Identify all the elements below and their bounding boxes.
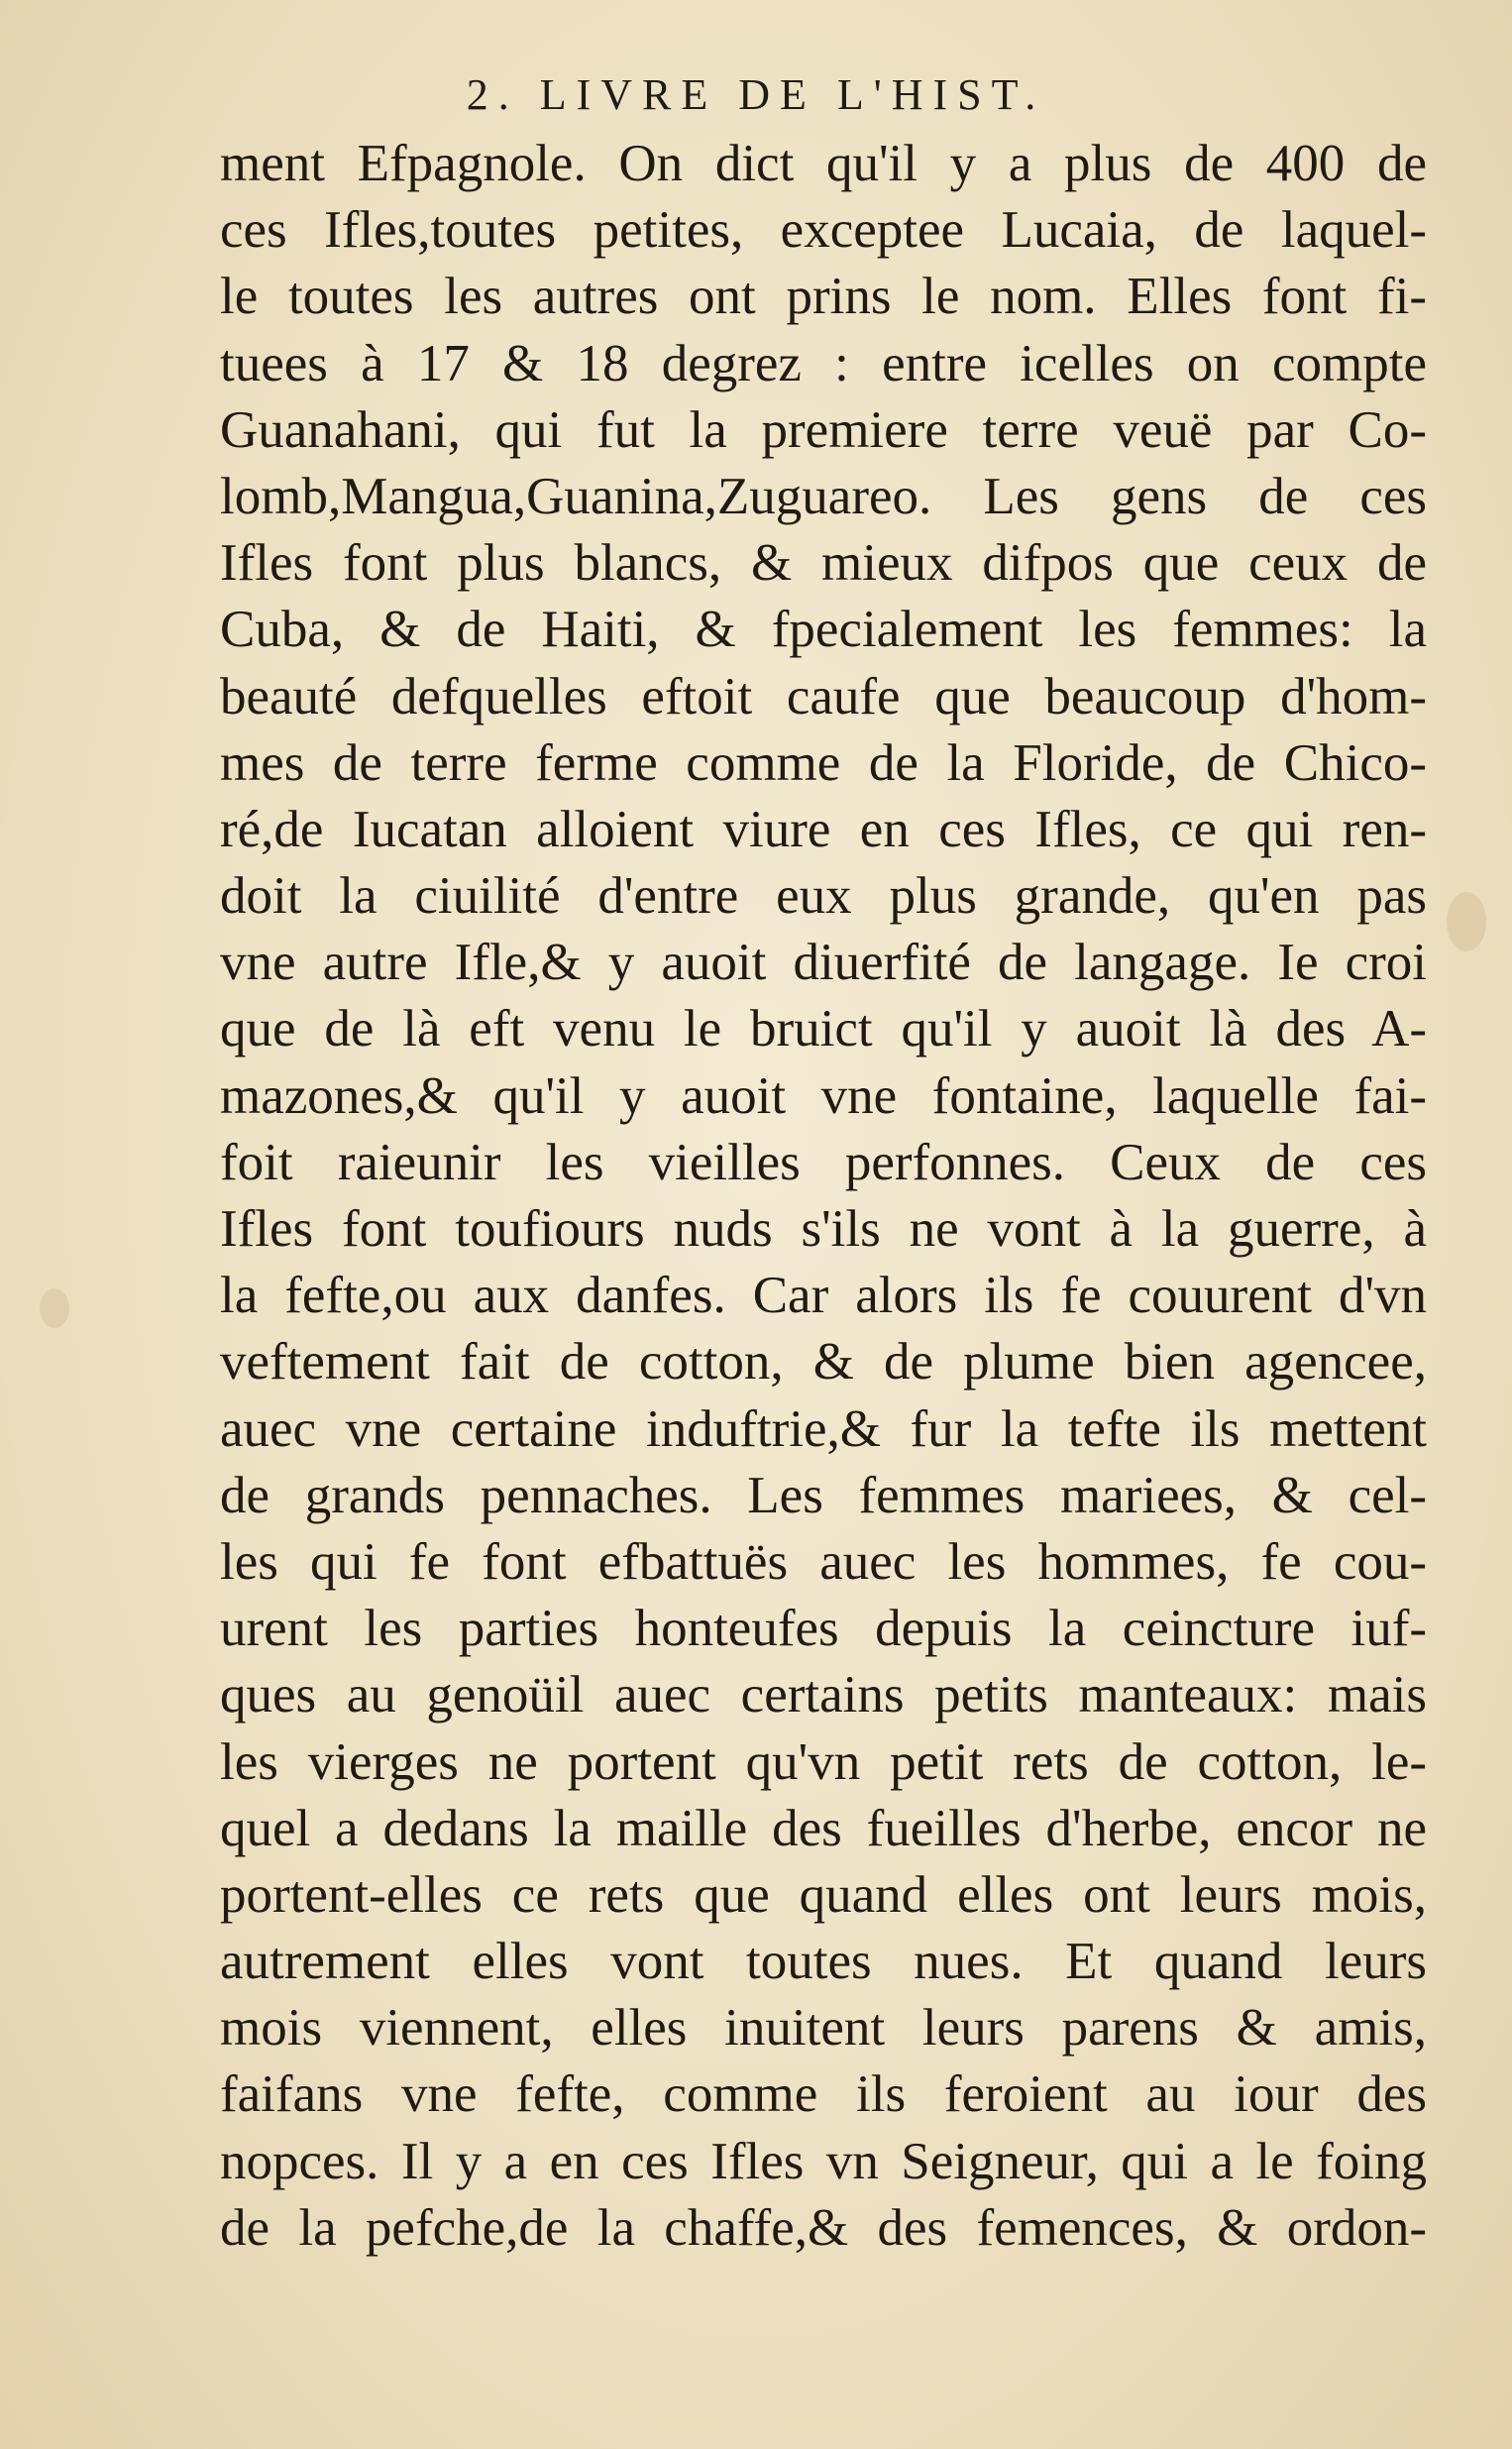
text-line: ment Efpagnole. On dict qu'il y a plus de 400 de: [220, 135, 1427, 192]
text-line: mes de terre ferme comme de la Floride, de Chico-: [220, 733, 1427, 792]
text-line: le toutes les autres ont prins le nom. Elles font fi-: [220, 268, 1427, 326]
text-line: mois viennent, elles inuitent leurs parens & amis,: [220, 1999, 1427, 2058]
text-line: Guanahani, qui fut la premiere terre veuë par Co-: [220, 400, 1427, 459]
running-head: 2. LIVRE DE L'HIST.: [466, 70, 1046, 119]
text-line: Ifles font toufiours nuds s'ils ne vont à la guerre, à: [220, 1200, 1427, 1258]
text-line: Ifles font plus blancs, & mieux difpos que ceux de: [220, 534, 1427, 593]
text-line: doit la ciuilité d'entre eux plus grande, qu'en pas: [220, 867, 1427, 926]
text-line: quel a dedans la maille des fueilles d'herbe, encor ne: [220, 1799, 1427, 1857]
body-text: [220, 131, 1427, 2262]
text-line: ré,de Iucatan alloient viure en ces Ifles, ce qui ren-: [220, 800, 1427, 858]
text-line: beauté defquelles eftoit caufe que beaucoup d'hom-: [220, 667, 1427, 725]
text-line: portent-elles ce rets que quand elles ont leurs mois,: [220, 1865, 1427, 1924]
text-line: Cuba, & de Haiti, & fpecialement les femmes: la: [220, 601, 1427, 659]
text-line: vne autre Ifle,& y auoit diuerfité de langage. Ie croi: [220, 934, 1427, 992]
text-line: ces Ifles,toutes petites, exceptee Lucaia, de laquel-: [220, 201, 1427, 260]
text-line: urent les parties honteufes depuis la ceincture iuf-: [220, 1600, 1427, 1658]
text-line: nopces. Il y a en ces Ifles vn Seigneur, qui a le foing: [220, 2132, 1427, 2190]
text-line: les vierges ne portent qu'vn petit rets de cotton, le-: [220, 1732, 1427, 1791]
text-line: auec vne certaine induftrie,& fur la tefte ils mettent: [220, 1399, 1427, 1458]
text-line: lomb,Mangua,Guanina,Zuguareo. Les gens de ces: [220, 467, 1427, 525]
text-line: autrement elles vont toutes nues. Et quand leurs: [220, 1933, 1427, 1991]
text-line: de grands pennaches. Les femmes mariees, & cel-: [220, 1466, 1427, 1524]
text-line: foit raieunir les vieilles perfonnes. Ceux de ces: [220, 1133, 1427, 1191]
text-line: tuees à 17 & 18 degrez : entre icelles on compte: [220, 334, 1427, 392]
text-line: les qui fe font efbattuës auec les hommes, fe cou-: [220, 1532, 1427, 1591]
text-line: que de là eft venu le bruict qu'il y auoit là des A-: [220, 1000, 1427, 1058]
text-line: ques au genoüil auec certains petits manteaux: mais: [220, 1666, 1427, 1725]
text-line: faifans vne fefte, comme ils feroient au iour des: [220, 2065, 1427, 2124]
text-line: mazones,& qu'il y auoit vne fontaine, laquelle fai-: [220, 1066, 1427, 1125]
paper-stain: [40, 1288, 69, 1328]
text-line: la fefte,ou aux danfes. Car alors ils fe couurent d'vn: [220, 1267, 1427, 1325]
text-line: veftement fait de cotton, & de plume bien agencee,: [220, 1333, 1427, 1391]
paper-stain: [1447, 892, 1486, 951]
text-line: de la pefche,de la chaffe,& des femences, & ordon-: [220, 2198, 1427, 2257]
